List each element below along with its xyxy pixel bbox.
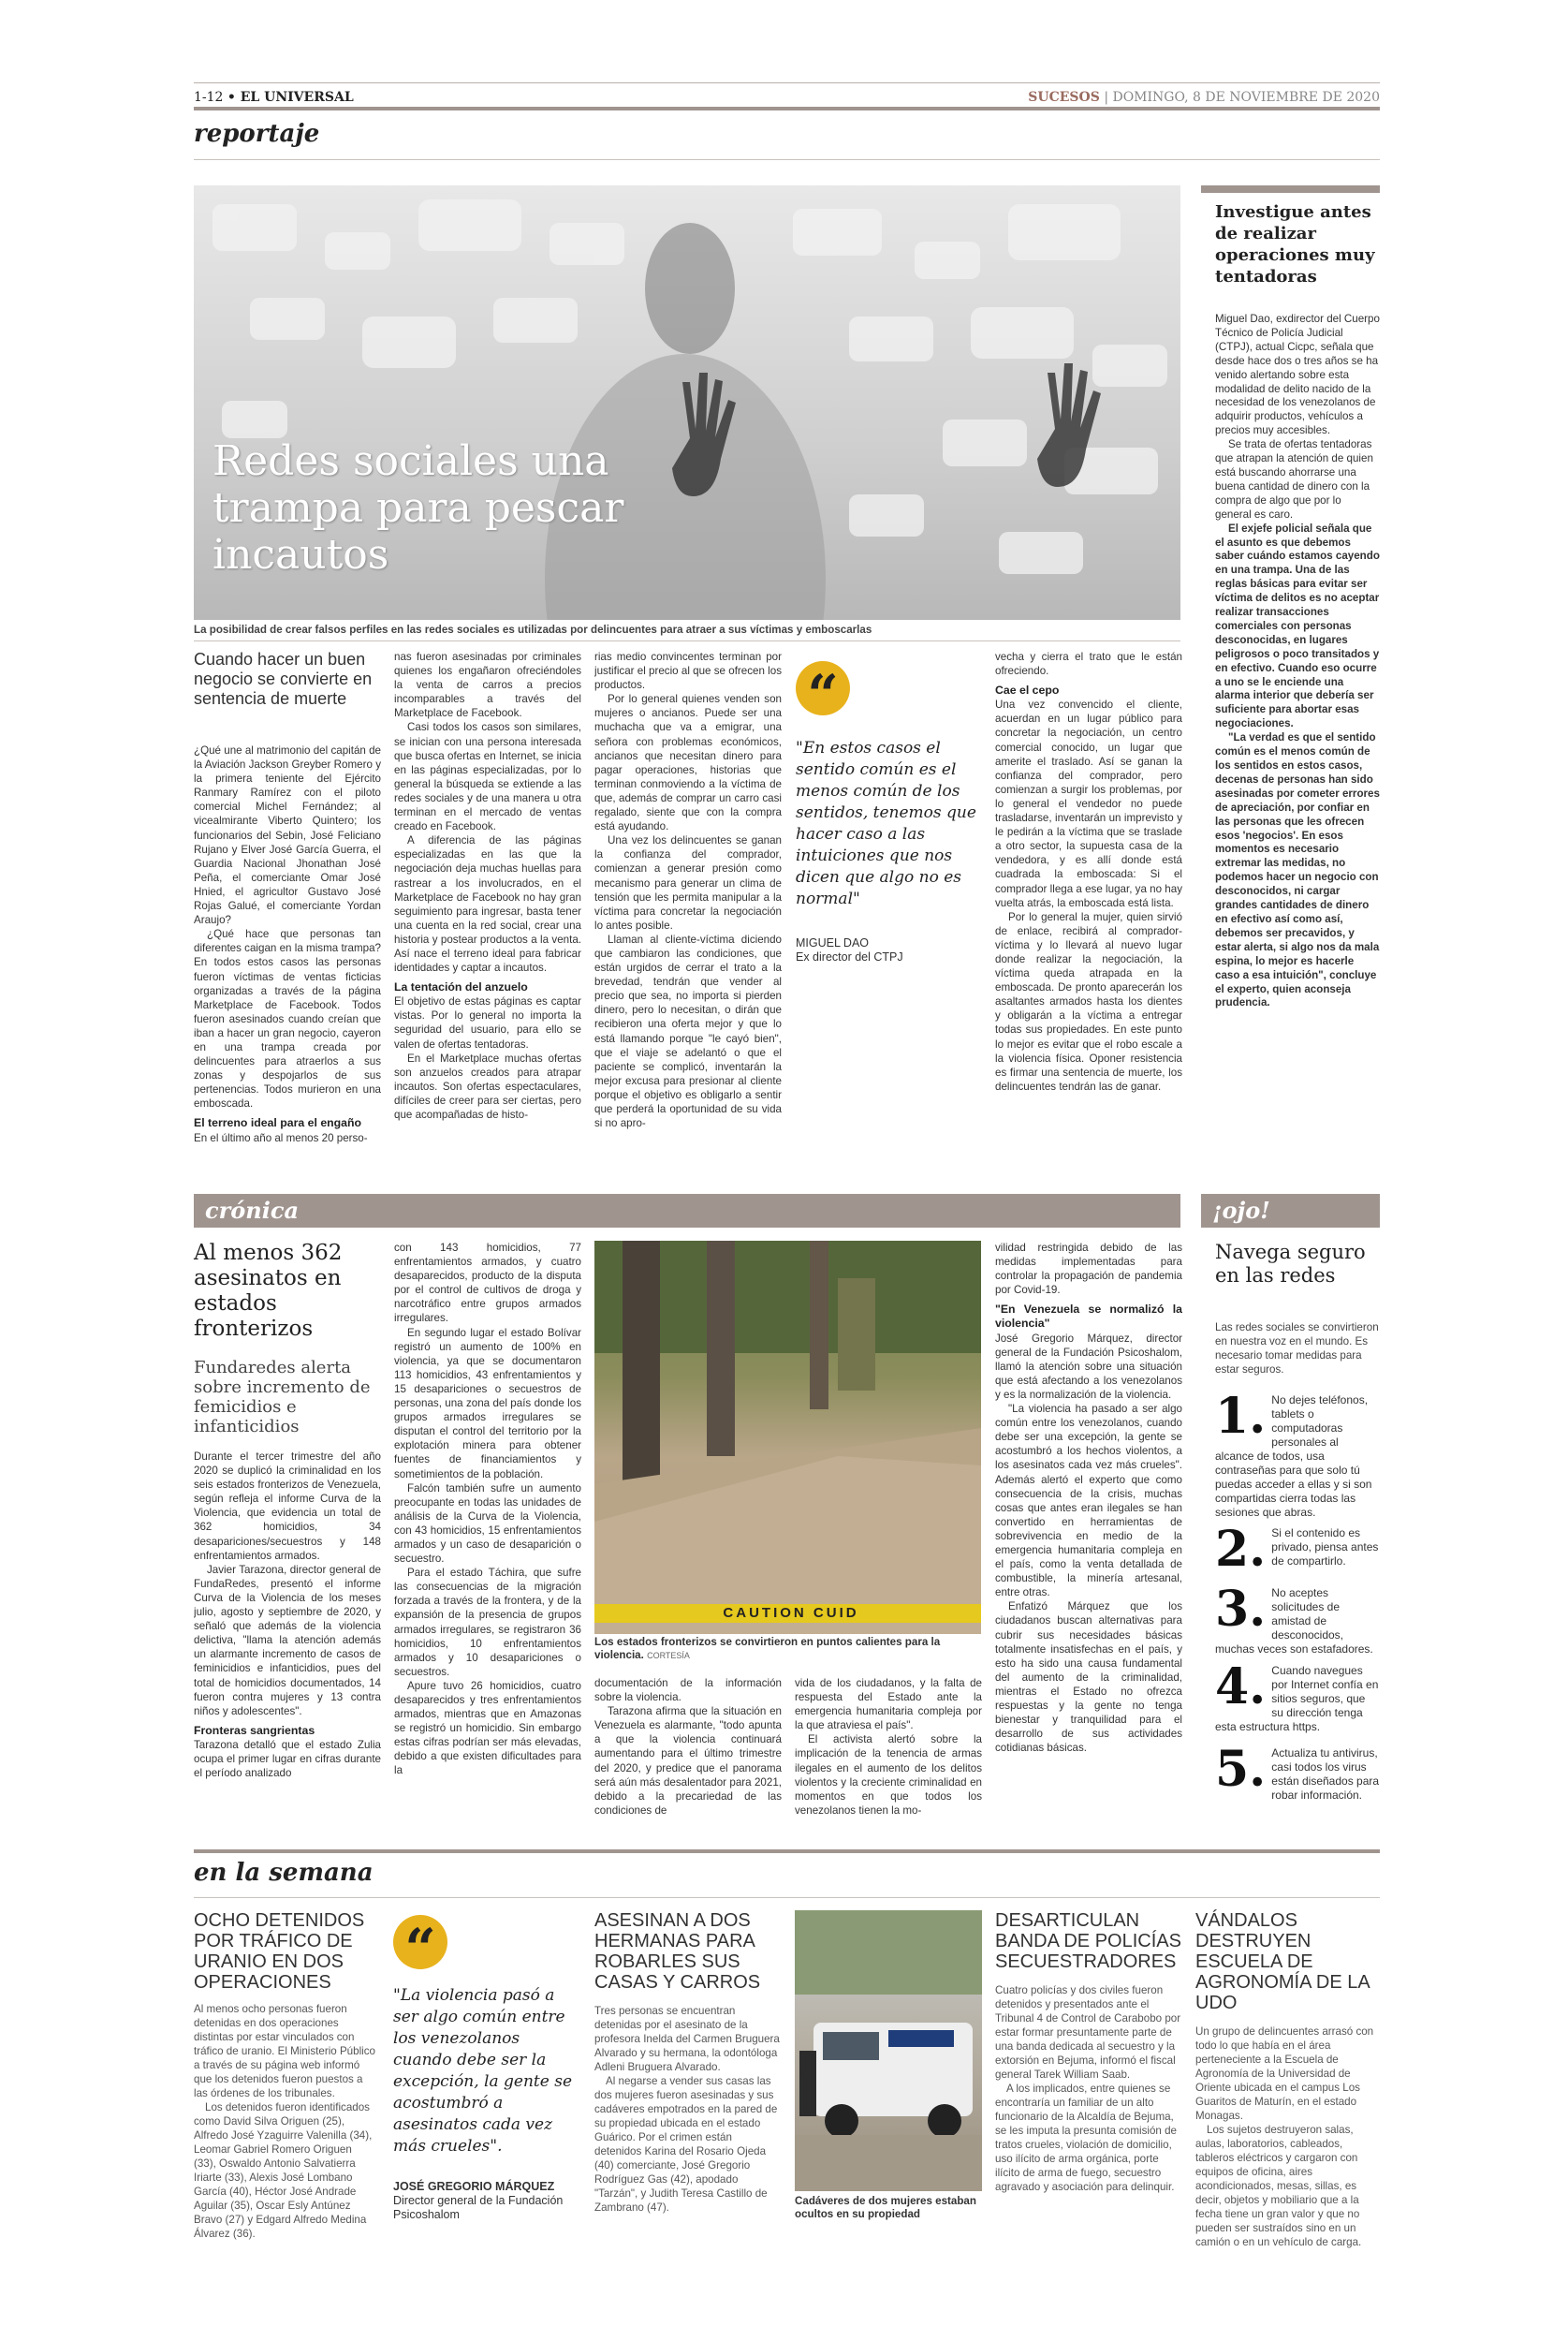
hero-caption: La posibilidad de crear falsos perfiles en las redes sociales es utilizadas por delincuentes para atraer a sus víctimas y emboscarlas: [194, 624, 872, 636]
quote-icon: “: [796, 661, 850, 715]
road-scene-illustration: [594, 1241, 981, 1634]
police-vehicle-illustration: [795, 1910, 982, 2191]
sidebar-accent-bar: [1201, 185, 1380, 193]
cronica-col-2: con 143 homicidios, 77 enfrentamientos armados, y cuatro desaparecidos, producto de la disputa por el control de cultivos de droga y narcotráfico entre grupos armados irregulares. En segundo lugar el estado Bolívar registró un aumento de 100% en violencia, ya que se documentaron 113 homicidios, 43 enfrentamientos y 15 desapariciones o secuestros de personas, una zona del país donde los grupos armados irregulares se disputan el control del territorio por la explotación minera para obtener fuentes de financiamientos y sometimientos de la población. Falcón también sufre un aumento preocupante en todas las unidades de análisis de la Curva de la Violencia, con 43 homicidios, 15 enfrentamientos armados y un caso de desaparición o secuestro. Para el estado Táchira, que sufre las consecuencias de la migración forzada a través de la frontera, y de la expansión de la presencia de grupos armados irregulares, se registraron 36 homicidios, 10 enfrentamientos armados y 10 desapariciones o secuestros. Apure tuvo 26 homicidios, cuatro desaparecidos y tres enfrentamientos armados, mientras que en Amazonas se registró un homicidio. Sin embargo estas cifras podrían ser más elevadas, debido a que existen dificultades para la: [394, 1242, 581, 1777]
cronica-col-4: vida de los ciudadanos, y la falta de respuesta del Estado ante la emergencia humanitaria compleja por la que atraviesa el país". El activista alertó sobre la implicación de la tenencia de armas ilegales en el aumento de los delitos violentos y la creciente criminalidad en momentos en que todos los venezolanos tienen la mo-: [795, 1677, 982, 1817]
week-article-1-title: OCHO DETENIDOS POR TRÁFICO DE URANIO EN DOS OPERACIONES: [194, 1910, 365, 1993]
sidebar-title: Investigue antes de realizar operaciones muy tentadoras: [1215, 202, 1375, 287]
week-quote-icon: “: [393, 1915, 447, 1969]
tip-3: 3. No aceptes solicitudes de amistad de desconocidos, muchas veces son estafadores.: [1215, 1581, 1373, 1656]
reportaje-col-3: rias medio convincentes terminan por justificar el precio al que se ofrecen los productos. Por lo general quienes venden son mujeres o ancianos. Puede ser una muchacha que va a emigrar, una señora con problemas económicos, ancianos que necesitan dinero para pagar operaciones, historias que terminan conmoviendo a la víctima de que, además de comprar un carro casi regalado, siente que con la compra está ayudando. Una vez los delincuentes se ganan la confianza del comprador, comienzan a generar presión como mecanismo para generar un clima de tensión que les permita manipular a la víctima para concretar la negociación lo antes posible. Llaman al cliente-víctima diciendo que cambiaron las condiciones, que están urgidos de cerrar el trato a la brevedad, tendrán que vender al precio que sea, no importa si pierden dinero, pero lo necesitan, o dirán que recibieron una oferta mejor y que lo está llamando porque "le cayó bien", que el viaje se adelantó o que el paciente se complicó, inventarán la mejor excusa para presionar al cliente porque el objetivo es obligarlo a sentir que perderá la oportunidad de su vida si no apro-: [594, 651, 782, 1130]
tip-2: 2. Si el contenido es privado, piensa antes de compartirlo.: [1215, 1521, 1379, 1578]
week-article-3: ASESINAN A DOS HERMANAS PARA ROBARLES SUS CASAS Y CARROS Tres personas se encuentran detenidas por el asesinato de la profesora Inelda del Carmen Bruguera Alvarado y su hermana, la odontóloga Adleni Bruguera Alvarado. Al negarse a vender sus casas las dos mujeres fueron asesinadas y sus cadáveres empotrados en la pared de su propiedad ubicada en el estado Guárico. Por el crimen están detenidos Karina del Rosario Ojeda (40) comerciante, José Gregorio Rodríguez Gas (42), apodado "Tarzán", y Judith Teresa Castillo de Zambrano (47).: [594, 1910, 782, 2215]
cronica-photo-caption: Los estados fronterizos se convirtieron en puntos calientes para la violencia. CORTESÍA: [594, 1636, 941, 1661]
tip-1: 1. No dejes teléfonos, tablets o computadoras personales al alcance de todos, usa contraseñas para que solo tú puedas acceder a ellas y si son compartidas cierra todas las sesiones que abras.: [1215, 1388, 1372, 1519]
hero-headline: Redes sociales una trampa para pescar incautos: [212, 437, 624, 579]
reportaje-quote: "En estos casos el sentido común es el menos común de los sentidos, tenemos que hacer caso a las intuiciones que nos dicen que algo no es normal": [796, 739, 976, 908]
section-tag-reportaje: reportaje: [194, 120, 320, 148]
week-photo-caption: Cadáveres de dos mujeres estaban ocultos en su propiedad: [795, 2195, 976, 2220]
header-date: DOMINGO, 8 DE NOVIEMBRE DE 2020: [1112, 90, 1380, 105]
hero-image: [194, 185, 1180, 620]
ojo-title: Navega seguro en las redes: [1215, 1241, 1366, 1287]
caution-tape-text: CAUTION CUID: [723, 1605, 859, 1621]
ojo-intro: Las redes sociales se convirtieron en nuestra voz en el mundo. Es necesario tomar medidas para estar seguros.: [1215, 1321, 1379, 1376]
cronica-col-5: vilidad restringida debido de las medidas implementadas para controlar la propagación de pandemia por Covid-19. "En Venezuela se normalizó la violencia" José Gregorio Márquez, director general de la Fundación Psicoshalom, llamó la atención sobre una situación que está afectando a los venezolanos y es la normalización de la violencia. "La violencia ha pasado a ser algo común entre los venezolanos, cuando debe ser una excepción, la gente se acostumbró a los hechos violentos, a los asesinatos cada vez más crueles". Además alertó el experto que como consecuencia de la crisis, muchas cosas que antes eran ilegales se han convertido en herramientas de sobrevivencia en medio de la emergencia humanitaria compleja en el país, como la venta detallada de combustible, la minería artesanal, entre otras. Enfatizó Márquez que los ciudadanos buscan alternativas para cubrir sus necesidades básicas totalmente insatisfechas en el país, y esto ha sido una causa fundamental del aumento de la criminalidad, mientras el Estado no ofrezca respuestas y la gente no tenga bienestar y tranquilidad para el desarrollo de sus actividades cotidianas básicas.: [995, 1242, 1182, 1755]
week-article-1: OCHO DETENIDOS POR TRÁFICO DE URANIO EN DOS OPERACIONES Al menos ocho personas fueron detenidas en dos operaciones distintas por estar vinculados con tráfico de uranio. El Ministerio Público a través de su página web informó que los detenidos fueron puestos a las órdenes de los tribunales. Los detenidos fueron identificados como David Silva Origuen (25), Alfredo José Yzaguirre Valenilla (34), Leomar Gabriel Romero Origuen (33), Oswaldo Antonio Salvatierra Iriarte (33), Alexis José Lombano García (40), Héctor José Andrade Aguilar (35), Oscar Esly Antúnez Bravo (27) y Edgard Alfredo Medina Álvarez (36).: [194, 1910, 375, 2240]
week-quote-name: JOSÉ GREGORIO MÁRQUEZ: [393, 2180, 555, 2193]
reportaje-col-2: nas fueron asesinadas por criminales quienes los engañaron ofreciéndoles la venta de carros a precios incomparables a través del Marketplace de Facebook. Casi todos los casos son similares, se inician con una persona interesada que busca ofertas en Internet, se inicia en las páginas especializadas, por lo general la búsqueda se extiende a las redes sociales y de una manera u otra terminan en el mercado de ventas creado en Facebook. A diferencia de las páginas especializadas en las que la negociación deja muchas huellas para rastrear a los involucrados, en el Marketplace de Facebook no hay gran seguimiento para ingresar, basta tener una cuenta en la red social, crear una historia y postear productos a la venta. Así nace el terreno ideal para fabricar identidades y captar a incautos. La tentación del anzuelo El objetivo de estas páginas es captar vistas. Por lo general no importa la seguridad del usuario, para ello se valen de ofertas tentadoras. En el Marketplace muchas ofertas son anzuelos creados para atrapar incautos. Son ofertas espectaculares, difíciles de creer para ser ciertas, pero que acompañadas de histo-: [394, 651, 581, 1121]
section-tag-ojo: ¡ojo!: [1201, 1194, 1380, 1228]
paper-name: EL UNIVERSAL: [240, 90, 354, 105]
sidebar-text: Miguel Dao, exdirector del Cuerpo Técnico de Policía Judicial (CTPJ), actual Cicpc, señala que desde hace dos o tres años se ha venido alertando sobre esta modalidad de delito nacido de la necesidad de los venezolanos de adquirir productos, vehículos a precios muy accesibles. Se trata de ofertas tentadoras que atrapan la atención de quien está buscando ahorrarse una buena cantidad de dinero con la compra de algo que por lo general es caro. El exjefe policial señala que el asunto es que debemos saber cuándo estamos cayendo en una trampa. Una de las reglas básicas para evitar ser víctima de delitos es no aceptar realizar transacciones comerciales con personas desconocidas, en lugares peligrosos o poco transitados y en efectivo. Cuando eso ocurre a uno se le enciende una alarma interior que debería ser suficiente para abortar esas negociaciones. "La verdad es que el sentido común es el menos común de los sentidos en estos casos, decenas de personas han sido asesinadas por cometer errores de apreciación, por confiar en las personas que les ofrecen esos 'negocios'. En esos momentos es necesario extremar las medidas, no podemos hacer un negocio con desconocidos, ni cargar grandes cantidades de dinero en efectivo así como así, debemos ser precavidos, y estar alerta, si algo nos da mala espina, lo mejor es hacerle caso a esa intuición", concluye el experto, quien aconseja prudencia.: [1215, 313, 1380, 1009]
reportaje-col-5: vecha y cierra el trato que le están ofreciendo. Cae el cepo Una vez convencido el cliente, acuerdan en un lugar público para concretar la negociación, un centro comercial conocido, un lugar que amerite el traslado. Así se ganan la confianza del comprador, pero comienzan a surgir los problemas, por lo general el vendedor no puede trasladarse, inventarán un imprevisto y le pedirán a la víctima que se traslade a otro sector, la supuesta casa de la vendedora, y es allí donde está cuadrada la emboscada: Si el comprador llega a ese lugar, ya no hay vuelta atrás, la emboscada está lista. Por lo general la mujer, quien sirvió de enlace, recibirá al comprador-víctima y lo llevará al nuevo lugar donde realizar la negociación, la víctima queda atrapada en la emboscada. De pronto aparecerán los asaltantes armados hasta los dientes y obligarán a la víctima a entregar todas sus propiedades. En este punto lo mejor es evitar que el robo escale a la violencia física. Oponer resistencia es firmar una sentencia de muerte, los delincuentes tendrán las de ganar.: [995, 651, 1182, 1093]
quote-role: Ex director del CTPJ: [796, 950, 903, 964]
week-article-5-title: DESARTICULAN BANDA DE POLICÍAS SECUESTRADORES: [995, 1910, 1181, 1972]
page-header: 1-12 • EL UNIVERSAL SUCESOS | DOMINGO, 8 DE NOVIEMBRE DE 2020: [194, 82, 1380, 110]
cronica-deck: Fundaredes alerta sobre incremento de femicidios e infanticidios: [194, 1358, 371, 1436]
cronica-col-1: Durante el tercer trimestre del año 2020 se duplicó la criminalidad en los seis estados fronterizos de Venezuela, según refleja el informe Curva de la Violencia, que evidencia un total de 362 homicidios, 34 desapariciones/secuestros y 148 enfrentamientos armados. Javier Tarazona, director general de FundaRedes, presentó el informe Curva de la Violencia de los meses julio, agosto y septiembre de 2020, y señaló que además de la violencia delictiva, "llama la atención además un alarmante incremento de casos de feminicidios e infanticidios, pues del total de homicidios documentados, 14 fueron contra mujeres y 13 contra niños y adolescentes". Fronteras sangrientas Tarazona detalló que el estado Zulia ocupa el primer lugar en cifras durante el período analizado: [194, 1450, 381, 1780]
week-photo: [795, 1910, 982, 2191]
week-article-6: VÁNDALOS DESTRUYEN ESCUELA DE AGRONOMÍA DE LA UDO Un grupo de delincuentes arrasó con todo lo que había en el área perteneciente a la Escuela de Agronomía de la Universidad de Oriente ubicada en el campus Los Guaritos de Maturín, en el estado Monagas. Los sujetos destruyeron salas, aulas, laboratorios, cableados, tableros eléctricos y cargaron con equipos de oficina, aires acondicionados, mesas, sillas, es decir, objetos y mobiliario que a la fecha tiene un gran valor y que no pueden ser sustraídos sino en un camión o en un vehículo de carga.: [1195, 1910, 1380, 2249]
divider: [194, 159, 1380, 160]
page-number: 1-12: [194, 90, 224, 105]
cronica-photo: [594, 1241, 981, 1634]
quote-name: MIGUEL DAO: [796, 936, 870, 950]
reportaje-deck: Cuando hacer un buen negocio se convierte en sentencia de muerte: [194, 650, 373, 708]
tip-4: 4. Cuando navegues por Internet confía en sitios seguros, que su dirección tenga esta estructura https.: [1215, 1658, 1379, 1733]
week-quote: "La violencia pasó a ser algo común entre los venezolanos cuando debe ser la excepción, la gente se acostumbró a asesinatos cada vez más crueles".: [393, 1986, 573, 2156]
section-tag-semana: en la semana: [194, 1859, 374, 1887]
tip-5: 5. Actualiza tu antivirus, casi todos los virus están diseñados para robar información.: [1215, 1741, 1380, 1802]
cronica-col-3: documentación de la información sobre la violencia. Tarazona afirma que la situación en Venezuela es alarmante, "todo apunta a que la violencia continuará aumentando para el último trimestre del 2020, y predice que el panorama será aún más desalentador para 2021, debido a la precariedad de las condiciones de: [594, 1677, 782, 1817]
week-article-6-title: VÁNDALOS DESTRUYEN ESCUELA DE AGRONOMÍA DE LA UDO: [1195, 1910, 1370, 2013]
week-article-5: DESARTICULAN BANDA DE POLICÍAS SECUESTRADORES Cuatro policías y dos civiles fueron detenidos y presentados ante el Tribunal 4 de Control de Carabobo por estar formar presuntamente parte de una banda dedicada al secuestro y la extorsión en Bejuma, informó el fiscal general Tarek William Saab. A los implicados, entre quienes se encontraría un familiar de un alto funcionario de la Alcaldía de Bejuma, se les imputa la presunta comisión de tratos crueles, violación de domicilio, uso ilícito de arma orgánica, porte ilícito de arma de fuego, secuestro agravado y asociación para delinquir.: [995, 1910, 1181, 2193]
week-quote-role: Director general de la Fundación Psicoshalom: [393, 2194, 564, 2221]
cronica-headline: Al menos 362 asesinatos en estados fronterizos: [194, 1241, 343, 1341]
week-article-3-title: ASESINAN A DOS HERMANAS PARA ROBARLES SUS CASAS Y CARROS: [594, 1910, 761, 1993]
section-tag-cronica: crónica: [194, 1194, 1180, 1228]
reportaje-col-1: ¿Qué une al matrimonio del capitán de la Aviación Jackson Greyber Romero y la primera teniente del Ejército Ranmary Ramírez con el piloto comercial Michel Fernández; al vicealmirante Viberto Quintero; los funcionarios del Sebin, José Feliciano Rujano y Elver José García Guerra, el Guardia Nacional Jhonathan José Peña, el comerciante Omar José Hnied, el agricultor Gustavo José Rojas Galué, el comerciante Yordan Araujo? ¿Qué hace que personas tan diferentes caigan en la misma trampa? En todos estos casos las personas fueron víctimas de ventas ficticias organizadas a través de la página Marketplace de Facebook. Todos fueron asesinados cuando creían que iban a hacer un gran negocio, cayeron en una trampa creada por delincuentes para atraerlos a sus zonas y despojarlos de sus pertenencias. Todos murieron en una emboscada. El terreno ideal para el engaño En el último año al menos 20 perso-: [194, 744, 381, 1144]
section-name: SUCESOS: [1028, 90, 1100, 105]
